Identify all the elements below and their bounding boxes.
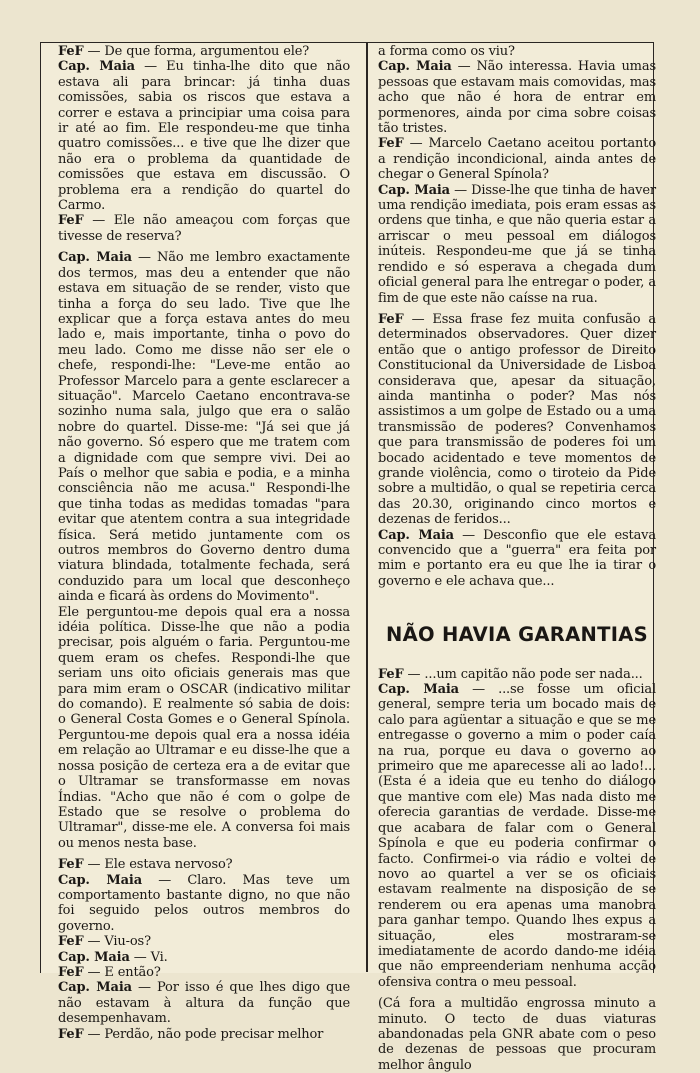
paragraph: FeF — Ele não ameaçou com forças que tivesse de reserva? [58,213,350,244]
paragraph: Cap. Maia — Claro. Mas teve um comportamento bastante digno, no que não foi seguido pelos outros membros do governo. [58,872,350,934]
right-column [378,44,656,1073]
paragraph: FeF — Viu-os? [58,934,151,950]
paragraph: FeF — ...um capitão não pode ser nada... [378,666,643,682]
paragraph: Cap. Maia — Disse-lhe que tinha de haver uma rendição imediata, pois eram essas as ordens que tinha, e que não queria estar a arriscar o meu pessoal em diálogos inúteis. Respondeu-me que já se tinha rendido e só esperava a chegada dum oficial general para lhe entregar o poder, a fim de que este não caísse na rua. [378,182,656,306]
paragraph: FeF — Marcelo Caetano aceitou portanto a rendição incondicional, ainda antes de chegar o General Spínola? [378,136,656,183]
paragraph: FeF — Ele estava nervoso? [58,857,233,873]
paragraph: FeF — Perdão, não pode precisar melhor [58,1026,324,1042]
paragraph: FeF — Essa frase fez muita confusão a determinados observadores. Quer dizer então que o antigo professor de Direito Constitucional da Universidade de Lisboa considerava que, apesar da situação, ainda mantinha o poder? Mas nós assistimos a um golpe de Estado ou a uma transmissão de poderes? Convenhamos que para transmissão de poderes foi um bocado acidentado e teve momentos de grande violência, como o tiroteio da Pide sobre a multidão, o qual se repetiria cerca das 20.30, originando cinco mortos e dezenas de feridos... [378,311,656,528]
paragraph: Cap. Maia — Não me lembro exactamente dos termos, mas deu a entender que não estava em situação de se render, visto que tinha a força do seu lado. Tive que lhe explicar que a força estava antes do meu lado e, mais importante, tinha o povo do meu lado. Como me disse não ser ele o chefe, respondi-lhe: "Leve-me então ao Professor Marcelo para a gente esclarecer a situação". Marcelo Caetano encontrava-se sozinho numa sala, julgo que era o salão nobre do quartel. Disse-me: "Já sei que já não governo. Só espero que me tratem com a dignidade com que sempre vivi. Dei ao País o melhor que sabia e podia, e a minha consciência não me acusa." Respondi-lhe que tinha todas as medidas tomadas "para evitar que atentem contra a sua integridade física. Será metido juntamente com os outros membros do Governo dentro duma viatura blindada, totalmente fechada, será conduzido para um local que desconheço ainda e ficará às ordens do Movimento". [58,250,350,605]
paragraph: (Cá fora a multidão engrossa minuto a minuto. O tecto de duas viaturas abandonadas pela GNR abate com o peso de dezenas de pessoas que procuram melhor ângulo [378,996,656,1073]
paragraph: FeF — De que forma, argumentou ele? [58,44,310,59]
paragraph: FeF — E então? [58,964,161,980]
paragraph: Cap. Maia — Por isso é que lhes digo que não estavam à altura da função que desempenhavam. [58,980,350,1027]
section-heading: NÃO HAVIA GARANTIAS [385,623,648,647]
left-column [58,44,350,1042]
paragraph: Cap. Maia — Não interessa. Havia umas pessoas que estavam mais comovidas, mas acho que não é hora de entrar em pormenores, ainda por cima sobre coisas tão tristes. [378,59,656,137]
paragraph: Cap. Maia — Eu tinha-lhe dito que não estava ali para brincar: já tinha duas comissões, sabia os riscos que estava a correr e estava a principiar uma coisa para ir até ao fim. Ele respondeu-me que tinha quatro comissões... e tive que lhe dizer que não era o problema da quantidade de comissões que estava em discussão. O problema era a rendição do quartel do Carmo. [58,59,350,214]
paragraph: Cap. Maia — ...se fosse um oficial general, sempre teria um bocado mais de calo para agüentar a situação e que se me entregasse o governo a mim o poder caía na rua, porque eu dava o governo ao primeiro que me aparecesse ali ao lado!... (Esta é a ideia que eu tenho do diálogo que mantive com ele) Mas nada disto me oferecia garantias de verdade. Disse-me que acabara de falar com o General Spínola e que eu poderia confirmar o facto. Confirmei-o via rádio e voltei de novo ao quartel a ver se os oficiais estavam realmente na disposição de se renderem ou era apenas uma manobra para ganhar tempo. Quando lhes expus a situação, eles mostraram-se imediatamente de acordo dando-me idéia que não empreenderiam nenhuma acção ofensiva contra o meu pessoal. [378,682,656,990]
paragraph: Ele perguntou-me depois qual era a nossa idéia política. Disse-lhe que não a podia precisar, pois alguém o faria. Perguntou-me quem eram os chefes. Respondi-lhe que seriam uns oito oficiais generais mas que para mim eram o OSCAR (indicativo militar do comando). E realmente só sabia de dois: o General Costa Gomes e o General Spínola. Perguntou-me depois qual era a nossa idéia em relação ao Ultramar e eu disse-lhe que a nossa posição de certeza era a de evitar que o Ultramar se transformasse em novas Índias. "Acho que não é com o golpe de Estado que se resolve o problema do Ultramar", disse-me ele. A conversa foi mais ou menos nesta base. [58,604,350,851]
paragraph: Cap. Maia — Vi. [58,949,168,965]
paragraph: a forma como os viu? [378,44,515,59]
paragraph: Cap. Maia — Desconfio que ele estava convencido que a "guerra" era feita por mim e portanto era eu que lhe ia tirar o governo e ele achava que... [378,527,656,589]
column-divider [366,42,368,972]
